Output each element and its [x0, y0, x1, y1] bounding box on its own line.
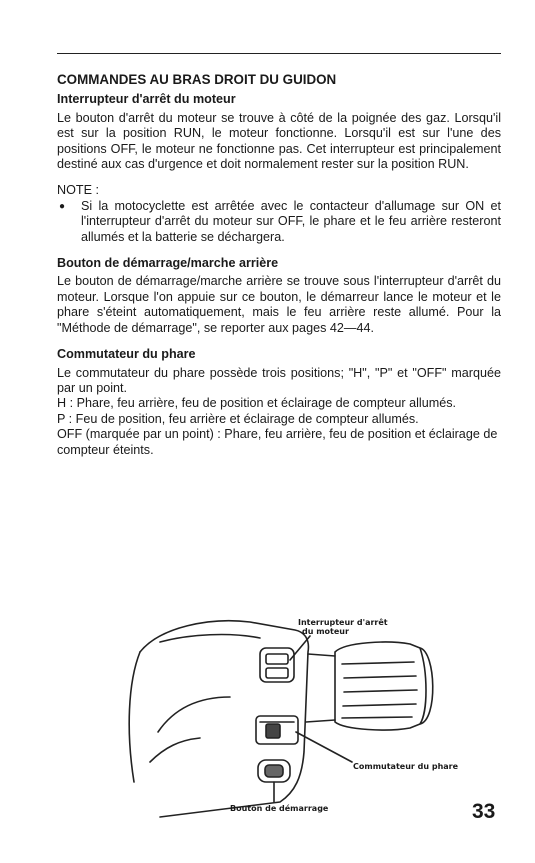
- option-text: Feu de position, feu arrière et éclairage de compteur allumés.: [75, 411, 419, 426]
- headlight-intro: Le commutateur du phare possède trois positions; "H", "P" et "OFF" marquée par un point.: [57, 365, 501, 395]
- headlight-switch-caption: Commutateur du phare: [353, 762, 459, 771]
- note-item: [57, 199, 501, 245]
- bullet-icon: ●: [59, 200, 66, 212]
- option-key: OFF (marquée par un point) :: [57, 427, 225, 442]
- note-label: NOTE :: [57, 183, 99, 198]
- handlebar-drawing: [120, 612, 480, 822]
- handlebar-illustration: [120, 612, 480, 822]
- headlight-heading: Commutateur du phare: [57, 347, 196, 362]
- option-key: H :: [57, 396, 77, 411]
- top-rule: [57, 53, 501, 54]
- page-title: COMMANDES AU BRAS DROIT DU GUIDON: [57, 72, 337, 87]
- starter-body: Le bouton de démarrage/marche arrière se trouve sous l'interrupteur d'arrêt du moteur. Lorsque l'on appuie sur ce bouton, le démarreur lance le moteur et le phare s'éteint automatiquement, mais le feu arrière reste allumé. Pour la "Méthode de démarrage", se reporter aux pages 42—44.: [57, 274, 501, 335]
- note-text: Si la motocyclette est arrêtée avec le contacteur d'allumage sur ON et l'interrupteur d'arrêt du moteur sur OFF, le phare et le feu arrière resteront allumés et la batterie se déchargera.: [81, 198, 501, 244]
- engine-stop-body: Le bouton d'arrêt du moteur se trouve à côté de la poignée des gaz. Lorsqu'il est sur la position RUN, le moteur fonctionne. Lorsqu'il est sur l'une des positions OFF, le moteur ne fonctionne pas. Cet interrupteur est principalement destiné aux cas d'urgence et doit normalement rester sur la position RUN.: [57, 110, 501, 172]
- option-text: Phare, feu arrière, feu de position et éclairage de compteur éteints.: [57, 427, 498, 457]
- option-off: [57, 427, 501, 458]
- page-content: [57, 72, 501, 458]
- start-button-caption: Bouton de démarrage: [230, 804, 329, 813]
- stop-switch-caption: Interrupteur d'arrêt du moteur: [298, 618, 388, 636]
- option-text: Phare, feu arrière, feu de position et éclairage de compteur allumés.: [76, 396, 457, 411]
- option-p: [57, 412, 501, 427]
- page-number: 33: [472, 800, 496, 823]
- starter-heading: Bouton de démarrage/marche arrière: [57, 256, 279, 271]
- option-key: P :: [57, 411, 76, 426]
- engine-stop-heading: Interrupteur d'arrêt du moteur: [57, 92, 236, 107]
- option-h: [57, 396, 501, 411]
